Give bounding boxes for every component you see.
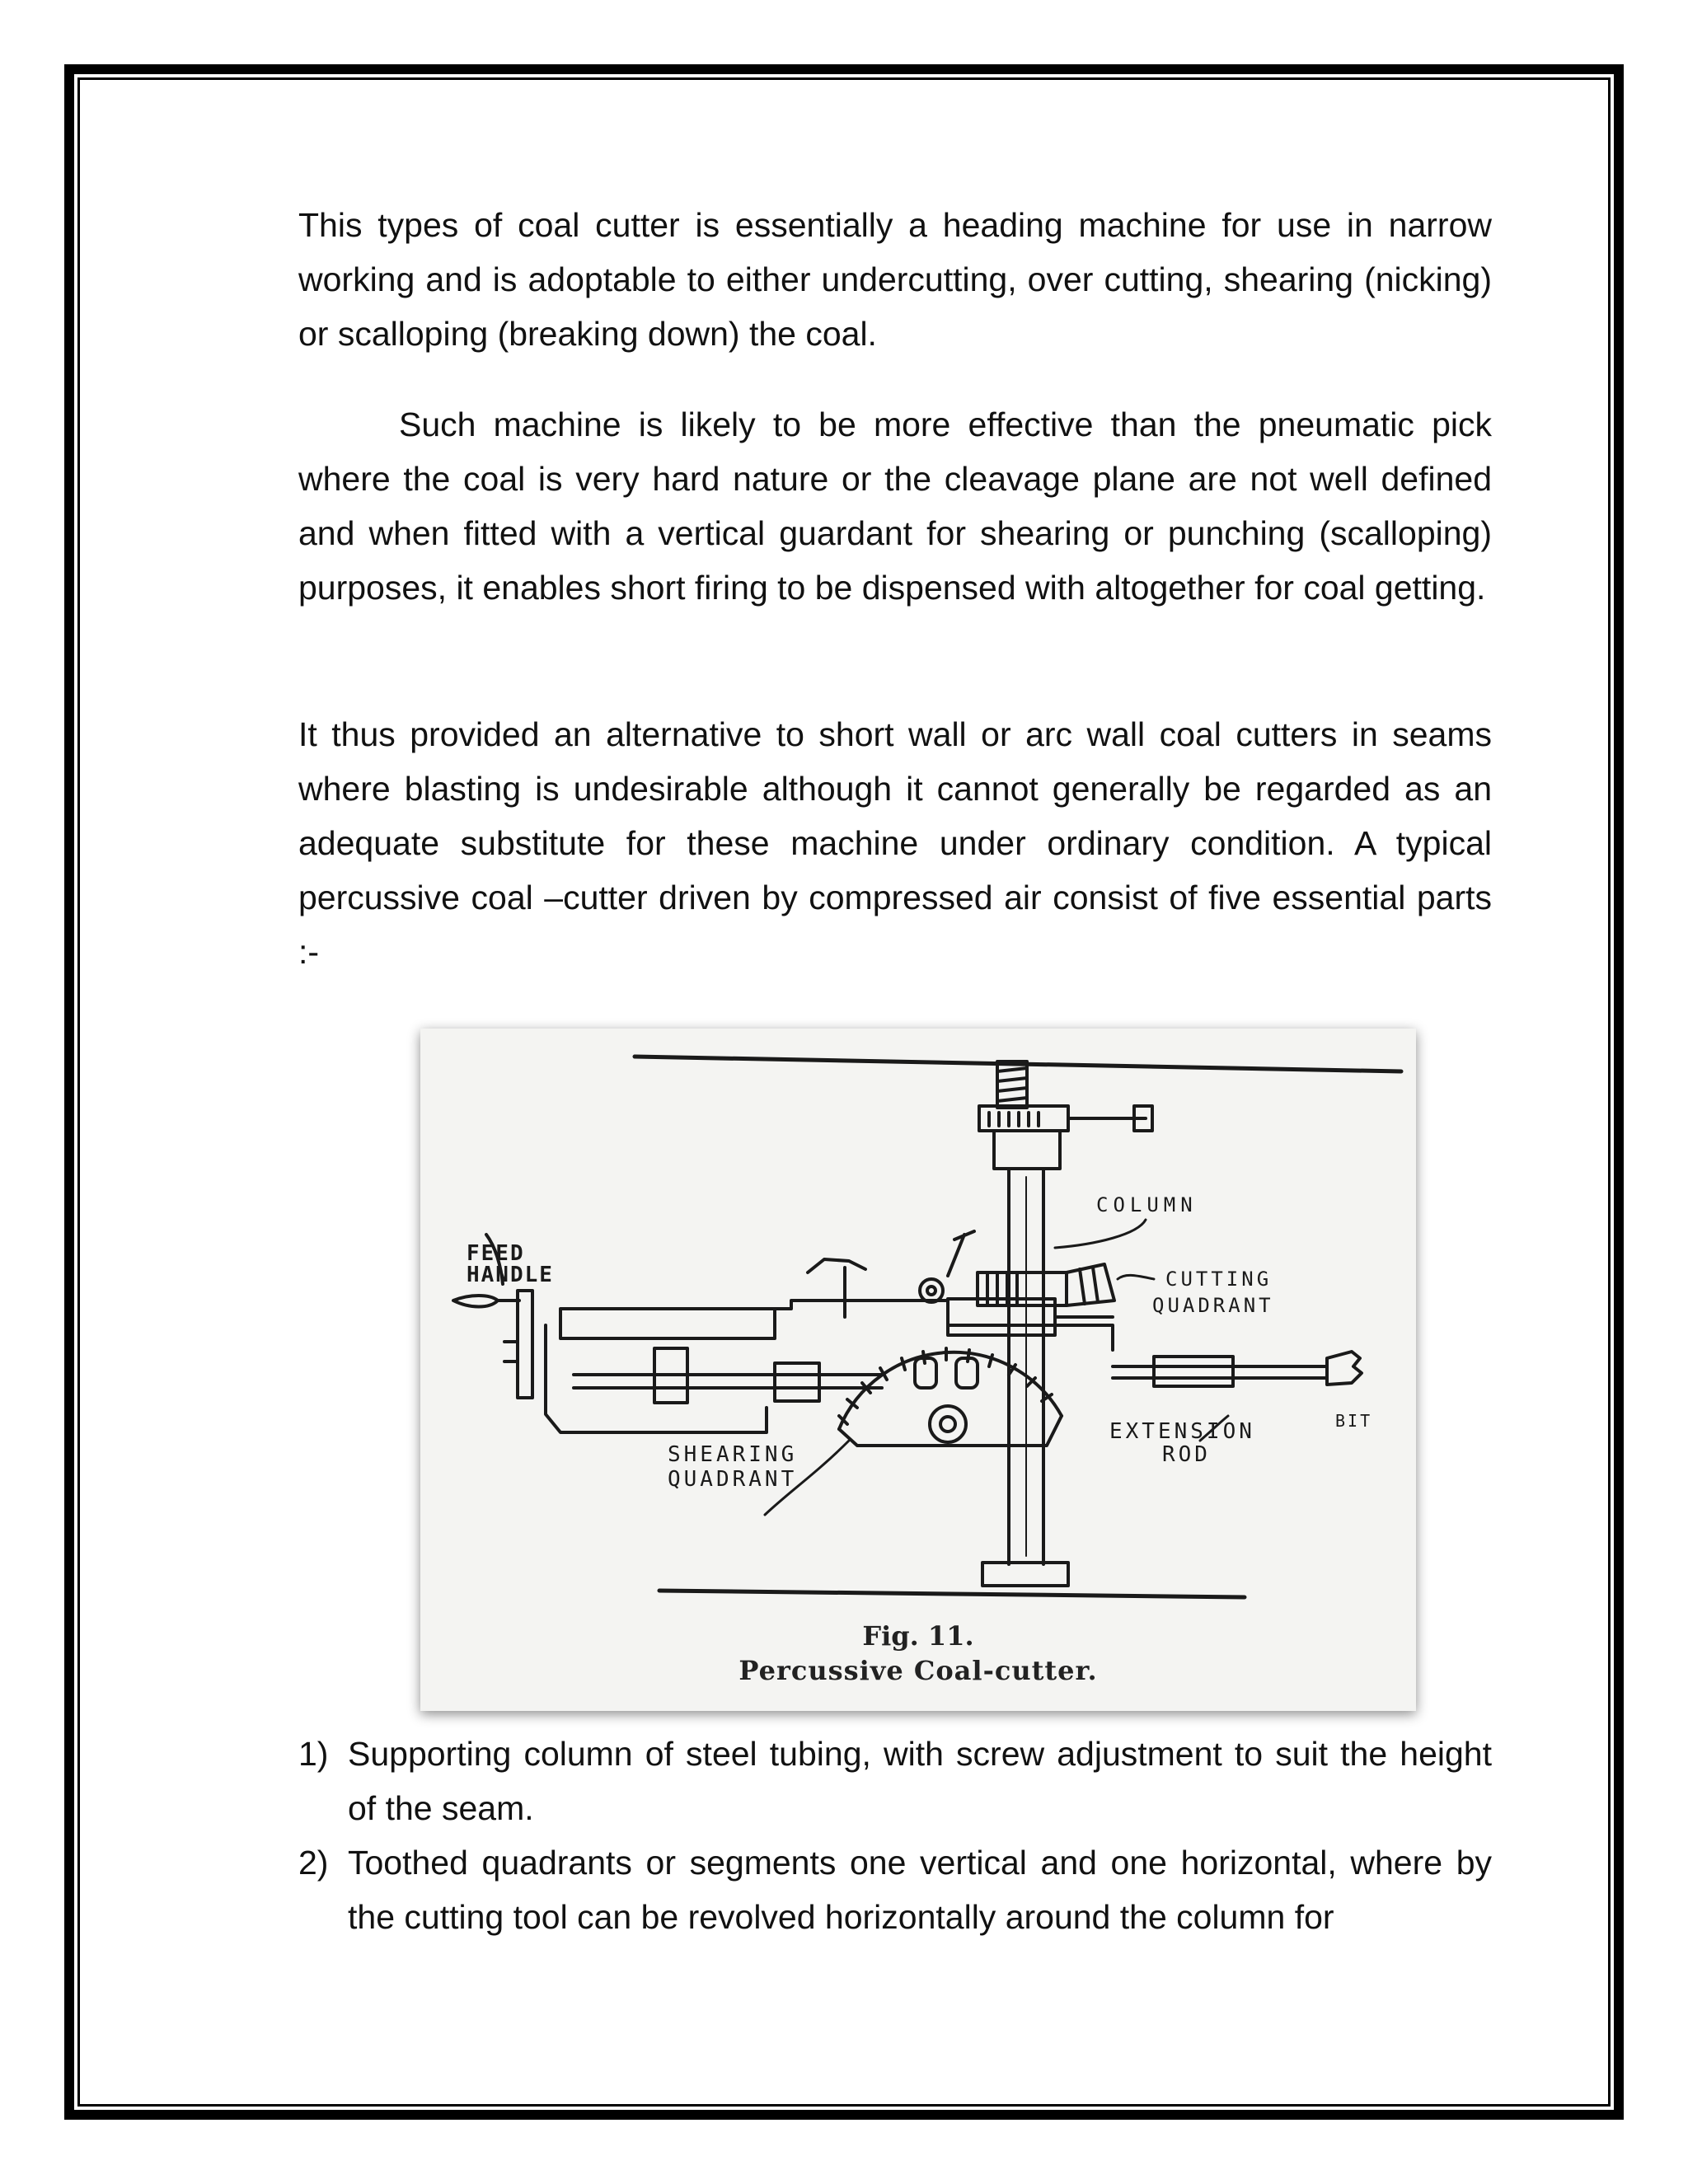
label-cutting-quadrant-2: QUADRANT bbox=[1152, 1294, 1274, 1317]
label-cutting-quadrant-1: CUTTING bbox=[1165, 1268, 1273, 1291]
label-extension-rod-2: ROD bbox=[1162, 1442, 1211, 1467]
label-feed-handle-1: FEED bbox=[467, 1241, 525, 1266]
label-bit: BIT bbox=[1335, 1411, 1373, 1431]
list-item-number: 2) bbox=[298, 1844, 329, 1882]
label-feed-handle-2: HANDLE bbox=[467, 1263, 554, 1287]
label-column: COLUMN bbox=[1096, 1193, 1198, 1216]
percussive-coal-cutter-figure bbox=[420, 1029, 1416, 1711]
figure-caption-number: Fig. 11. bbox=[862, 1620, 974, 1652]
label-extension-rod-1: EXTENSION bbox=[1109, 1419, 1255, 1444]
paragraph-1: This types of coal cutter is essentially a heading machine for use in narrow working and is adoptable to either undercutting, over cutting, shearing (nicking) or scalloping (breaking down) the coal. bbox=[298, 206, 1492, 353]
list-item bbox=[298, 1727, 1492, 1835]
list-item-text: Toothed quadrants or segments one vertical and one horizontal, where by the cutting tool can be revolved horizontally around the column for bbox=[348, 1844, 1492, 1936]
paragraph-3: It thus provided an alternative to short wall or arc wall coal cutters in seams where blasting is undesirable although it cannot generally be regarded as an adequate substitute for these machine under ordinary condition. A typical percussive coal –cutter driven by compressed air consist of five essential parts :- bbox=[298, 715, 1492, 971]
list-item bbox=[298, 1835, 1492, 1944]
paragraph-2: Such machine is likely to be more effective than the pneumatic pick where the coal is very hard nature or the cleavage plane are not well defined and when fitted with a vertical guardant for shearing or punching (scalloping) purposes, it enables short firing to be dispensed with altogether for coal getting. bbox=[298, 405, 1492, 607]
figure-caption-title: Percussive Coal-cutter. bbox=[738, 1655, 1098, 1686]
list-item-text: Supporting column of steel tubing, with screw adjustment to suit the height of the seam. bbox=[348, 1735, 1492, 1827]
label-shearing-quadrant-2: QUADRANT bbox=[668, 1467, 798, 1492]
list-item-number: 1) bbox=[298, 1735, 329, 1773]
parts-list bbox=[298, 1727, 1492, 1944]
label-shearing-quadrant-1: SHEARING bbox=[668, 1442, 798, 1467]
